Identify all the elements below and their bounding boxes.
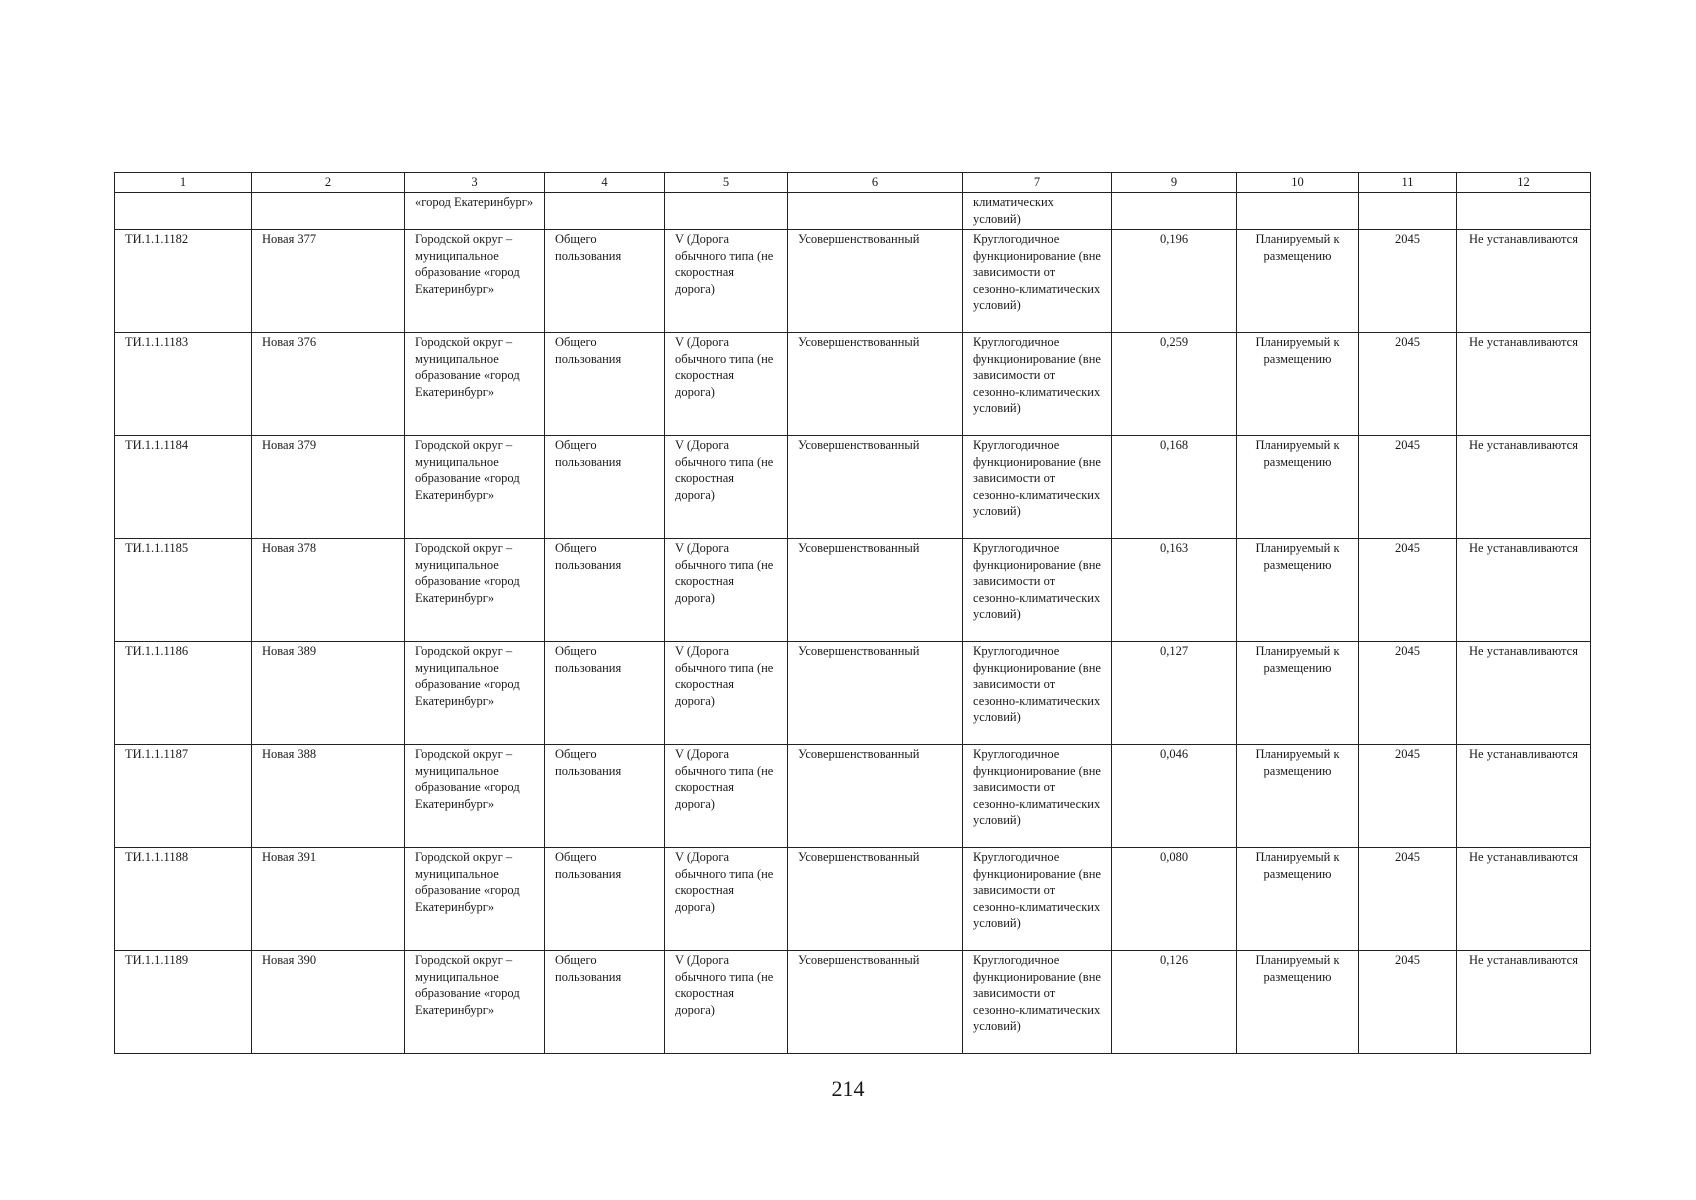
table-cell	[1359, 193, 1457, 230]
table-cell: «город Екатеринбург»	[405, 193, 545, 230]
table-row	[115, 230, 1591, 333]
table-cell: Городской округ – муниципальное образование «город Екатеринбург»	[405, 951, 545, 1054]
table-cell: Общего пользования	[545, 436, 665, 539]
table-cell: ТИ.1.1.1184	[115, 436, 252, 539]
table-row	[115, 848, 1591, 951]
table-cell: Новая 376	[252, 333, 405, 436]
table-cell	[545, 193, 665, 230]
table-cell: Усовершенствованный	[788, 230, 963, 333]
table-cell: Усовершенствованный	[788, 539, 963, 642]
table-cell: Общего пользования	[545, 951, 665, 1054]
column-header: 12	[1457, 173, 1591, 193]
table-cell: V (Дорога обычного типа (не скоростная дорога)	[665, 848, 788, 951]
table-cell: Не устанавливаются	[1457, 642, 1591, 745]
table-cell: Новая 388	[252, 745, 405, 848]
column-header: 6	[788, 173, 963, 193]
table-cell: ТИ.1.1.1186	[115, 642, 252, 745]
table-cell: Общего пользования	[545, 333, 665, 436]
table-cell: Городской округ – муниципальное образование «город Екатеринбург»	[405, 230, 545, 333]
column-header: 5	[665, 173, 788, 193]
table-cell: 2045	[1359, 951, 1457, 1054]
table-cell: ТИ.1.1.1189	[115, 951, 252, 1054]
table-cell: V (Дорога обычного типа (не скоростная дорога)	[665, 642, 788, 745]
table-cell: Городской округ – муниципальное образование «город Екатеринбург»	[405, 436, 545, 539]
table-cell: 2045	[1359, 539, 1457, 642]
table-cell: Городской округ – муниципальное образование «город Екатеринбург»	[405, 745, 545, 848]
table-row	[115, 539, 1591, 642]
table-cell: 2045	[1359, 848, 1457, 951]
table-cell: Усовершенствованный	[788, 951, 963, 1054]
header-row	[115, 173, 1591, 193]
table-cell: Планируемый к размещению	[1237, 745, 1359, 848]
page-number: 214	[831, 1076, 865, 1101]
table-cell: Планируемый к размещению	[1237, 230, 1359, 333]
table-cell	[1457, 193, 1591, 230]
table-cell: Круглогодичное функционирование (вне зависимости от сезонно-климатических условий)	[963, 642, 1112, 745]
table-cell: ТИ.1.1.1188	[115, 848, 252, 951]
table-cell: 0,163	[1112, 539, 1237, 642]
table-cell: ТИ.1.1.1187	[115, 745, 252, 848]
table-cell: Не устанавливаются	[1457, 951, 1591, 1054]
table-cell: Городской округ – муниципальное образование «город Екатеринбург»	[405, 848, 545, 951]
table-cell	[788, 193, 963, 230]
table-cell: 0,080	[1112, 848, 1237, 951]
table-cell: Новая 379	[252, 436, 405, 539]
table-cell: Не устанавливаются	[1457, 230, 1591, 333]
table-cell: Круглогодичное функционирование (вне зависимости от сезонно-климатических условий)	[963, 436, 1112, 539]
table-cell: Усовершенствованный	[788, 333, 963, 436]
table-cell: V (Дорога обычного типа (не скоростная дорога)	[665, 539, 788, 642]
table-cell: 0,126	[1112, 951, 1237, 1054]
table-cell: 0,127	[1112, 642, 1237, 745]
table-cell: Усовершенствованный	[788, 436, 963, 539]
table-cell: Новая 391	[252, 848, 405, 951]
table-cell: Усовершенствованный	[788, 642, 963, 745]
column-header: 1	[115, 173, 252, 193]
table-cell: 0,259	[1112, 333, 1237, 436]
table-cell: 0,046	[1112, 745, 1237, 848]
table-cell: V (Дорога обычного типа (не скоростная дорога)	[665, 436, 788, 539]
column-header: 7	[963, 173, 1112, 193]
table-cell: Новая 390	[252, 951, 405, 1054]
table-cell: Усовершенствованный	[788, 745, 963, 848]
column-header: 11	[1359, 173, 1457, 193]
table-cell	[1237, 193, 1359, 230]
table-cell	[252, 193, 405, 230]
table-cell: Городской округ – муниципальное образование «город Екатеринбург»	[405, 539, 545, 642]
table-row	[115, 951, 1591, 1054]
table-cell: Планируемый к размещению	[1237, 333, 1359, 436]
table-row	[115, 642, 1591, 745]
table-cell: V (Дорога обычного типа (не скоростная дорога)	[665, 230, 788, 333]
table-cell: ТИ.1.1.1182	[115, 230, 252, 333]
table-cell: ТИ.1.1.1185	[115, 539, 252, 642]
column-header: 4	[545, 173, 665, 193]
continuation-row	[115, 193, 1591, 230]
table-cell: Планируемый к размещению	[1237, 951, 1359, 1054]
table-cell: Общего пользования	[545, 230, 665, 333]
table-cell: Круглогодичное функционирование (вне зависимости от сезонно-климатических условий)	[963, 539, 1112, 642]
table-cell	[1112, 193, 1237, 230]
table-cell: Планируемый к размещению	[1237, 848, 1359, 951]
table-cell: Не устанавливаются	[1457, 745, 1591, 848]
table-cell: 2045	[1359, 642, 1457, 745]
table-cell: Общего пользования	[545, 848, 665, 951]
table-cell: ТИ.1.1.1183	[115, 333, 252, 436]
column-header: 9	[1112, 173, 1237, 193]
table-cell: Не устанавливаются	[1457, 333, 1591, 436]
table-cell: V (Дорога обычного типа (не скоростная дорога)	[665, 745, 788, 848]
table-cell: 2045	[1359, 230, 1457, 333]
table-cell: Новая 389	[252, 642, 405, 745]
table-cell: Общего пользования	[545, 539, 665, 642]
table-row	[115, 333, 1591, 436]
table-row	[115, 436, 1591, 539]
table-cell: Общего пользования	[545, 642, 665, 745]
table-cell: Круглогодичное функционирование (вне зависимости от сезонно-климатических условий)	[963, 745, 1112, 848]
table-cell: Не устанавливаются	[1457, 539, 1591, 642]
table-cell: Новая 377	[252, 230, 405, 333]
table-cell	[115, 193, 252, 230]
table-cell: Круглогодичное функционирование (вне зависимости от сезонно-климатических условий)	[963, 951, 1112, 1054]
table-cell: Городской округ – муниципальное образование «город Екатеринбург»	[405, 333, 545, 436]
table-cell: Планируемый к размещению	[1237, 539, 1359, 642]
table-cell: Новая 378	[252, 539, 405, 642]
table-cell: Усовершенствованный	[788, 848, 963, 951]
table-cell: Планируемый к размещению	[1237, 642, 1359, 745]
table-cell: Городской округ – муниципальное образование «город Екатеринбург»	[405, 642, 545, 745]
table-cell: Не устанавливаются	[1457, 436, 1591, 539]
table-cell: V (Дорога обычного типа (не скоростная дорога)	[665, 951, 788, 1054]
table-cell: 2045	[1359, 436, 1457, 539]
table-cell: Планируемый к размещению	[1237, 436, 1359, 539]
table-cell: 2045	[1359, 745, 1457, 848]
registry-table	[114, 172, 1591, 1054]
table-cell: Круглогодичное функционирование (вне зависимости от сезонно-климатических условий)	[963, 848, 1112, 951]
column-header: 3	[405, 173, 545, 193]
table-cell: V (Дорога обычного типа (не скоростная дорога)	[665, 333, 788, 436]
table-row	[115, 745, 1591, 848]
column-header: 2	[252, 173, 405, 193]
table-cell: 0,196	[1112, 230, 1237, 333]
table-cell: Общего пользования	[545, 745, 665, 848]
table-cell	[665, 193, 788, 230]
table-cell: Не устанавливаются	[1457, 848, 1591, 951]
column-header: 10	[1237, 173, 1359, 193]
table-cell: Круглогодичное функционирование (вне зависимости от сезонно-климатических условий)	[963, 333, 1112, 436]
table-cell: климатических условий)	[963, 193, 1112, 230]
table-cell: 2045	[1359, 333, 1457, 436]
table-cell: 0,168	[1112, 436, 1237, 539]
table-cell: Круглогодичное функционирование (вне зависимости от сезонно-климатических условий)	[963, 230, 1112, 333]
